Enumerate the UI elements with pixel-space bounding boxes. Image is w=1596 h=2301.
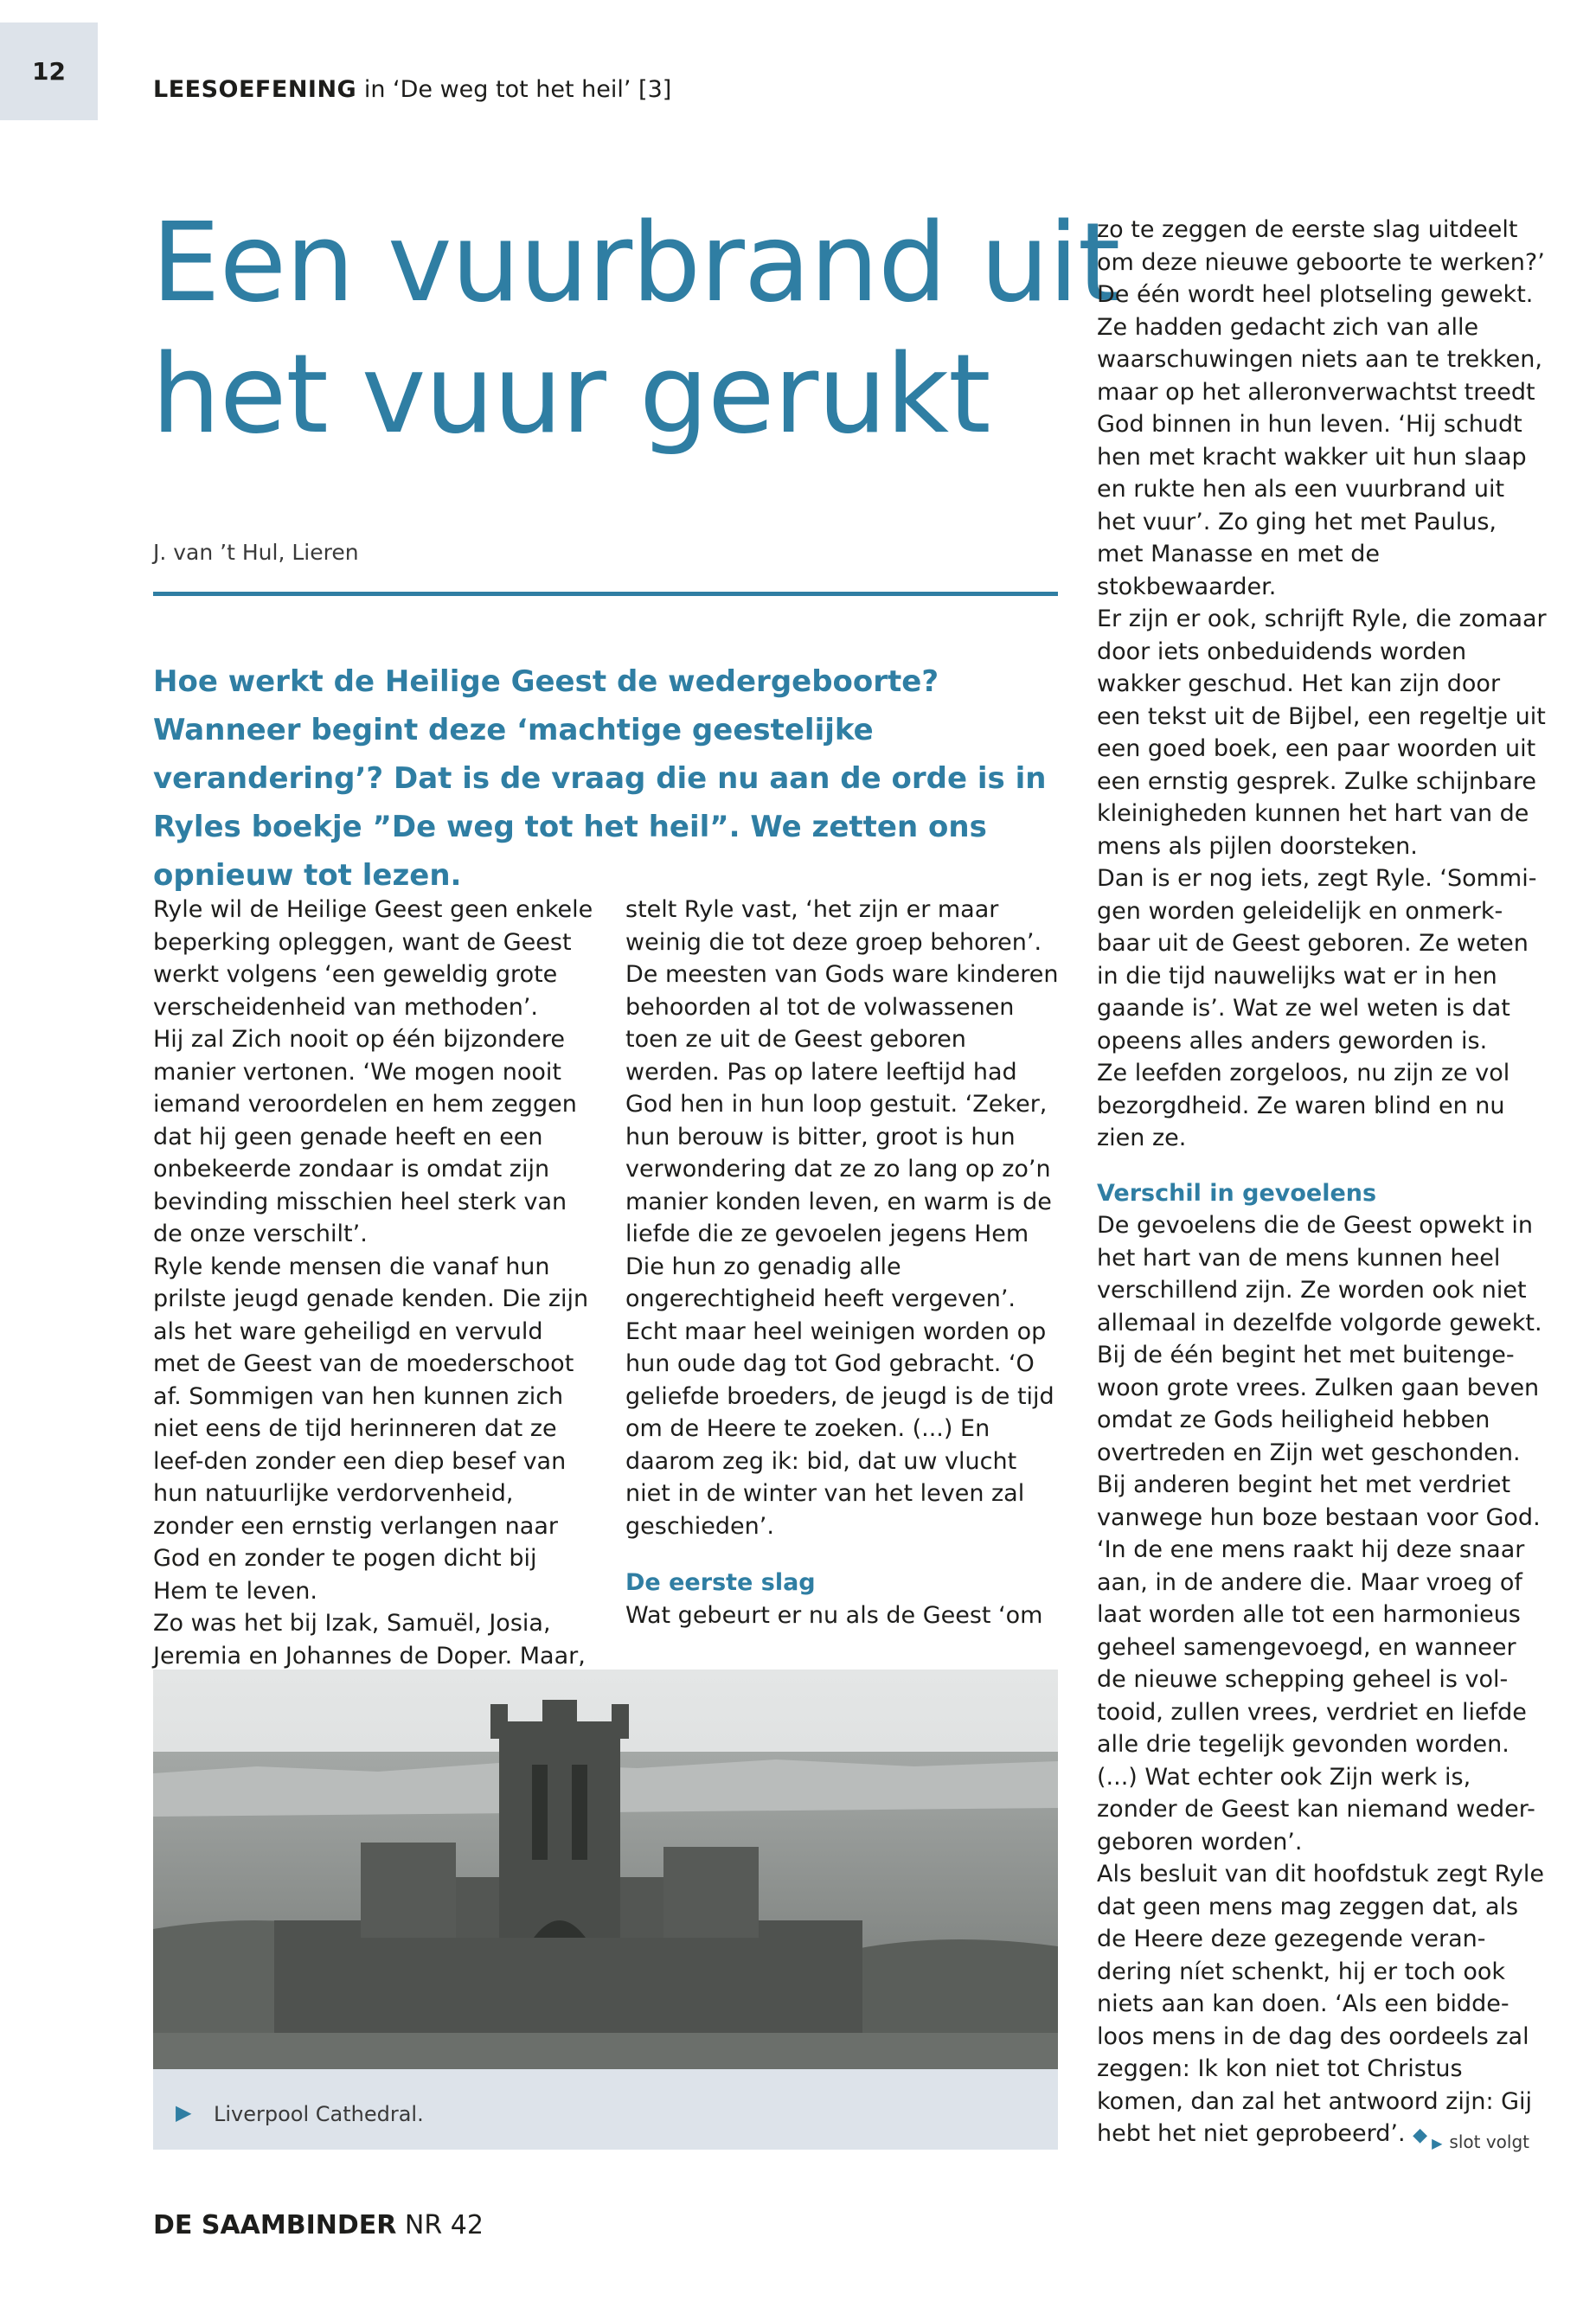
paragraph: Er zijn er ook, schrijft Ryle, die zomaar door iets onbeduidends worden wakker geschud. Het kan zijn door een tekst uit de Bijbel, een regeltje uit een goed boek, een paar woorden uit een ernstig gesprek. Zulke schijnbare kleinigheden kunnen het hart van de mens als pijlen doorsteken. xyxy=(1097,606,1547,860)
body-column-3 xyxy=(1097,214,1547,2152)
paragraph-text: Als besluit van dit hoofdstuk zegt Ryle dat geen mens mag zeggen dat, als de Heere deze gezegende veran-dering níet schenkt, hij er toch ook niets aan kan doen. ‘Als een bidde-loos mens in de dag des oordeels zal zeggen: Ik kon niet tot Christus komen, dan zal het antwoord zijn: Gij hebt het niet geprobeerd’. xyxy=(1097,1861,1544,2147)
cathedral-photo xyxy=(153,1670,1058,2069)
caption-triangle-right-icon: ▶ xyxy=(176,2100,192,2125)
issue-number: NR 42 xyxy=(396,2210,484,2240)
title-line-2: het vuur gerukt xyxy=(151,330,990,458)
paragraph: stelt Ryle vast, ‘het zijn er maar weinig die tot deze groep behoren’. xyxy=(625,896,1042,956)
title-divider xyxy=(153,592,1058,596)
title-line-1: Een vuurbrand uit xyxy=(151,199,1120,326)
end-diamond-icon: ◆ xyxy=(1413,2125,1428,2146)
page-number: 12 xyxy=(0,22,98,120)
magazine-name: DE SAAMBINDER xyxy=(153,2210,397,2240)
paragraph xyxy=(1097,1858,1547,2152)
section-subtitle: in ‘De weg tot het heil’ [3] xyxy=(356,76,672,103)
paragraph: Echt maar heel weinigen worden op hun oude dag tot God gebracht. ‘O geliefde broeders, de jeugd is de tijd om de Heere te zoeken. (...) En daarom zeg ik: bid, dat uw vlucht niet in de winter van het leven zal geschieden’. xyxy=(625,1317,1054,1540)
paragraph: Bij anderen begint het met verdriet vanwege hun boze bestaan voor God. ‘In de ene mens raakt hij deze snaar aan, in de andere die. Maar vroeg of laat worden alle tot een harmonieus geheel samengevoegd, en wanneer de nieuwe schepping geheel is vol-tooid, zullen vrees, verdriet en liefde alle drie tegelijk gevonden worden. (...) Wat echter ook Zijn werk is, zonder de Geest kan niemand weder-geboren worden’. xyxy=(1097,1471,1541,1856)
paragraph: Wat gebeurt er nu als de Geest ‘om xyxy=(625,1601,1043,1629)
running-head xyxy=(153,76,671,103)
paragraph: Ryle kende mensen die vanaf hun prilste jeugd genade kenden. Die zijn als het ware geheiligd en vervuld met de Geest van de moederschoot af. Sommigen van hen kunnen zich niet eens de tijd herinneren dat ze leef-den zonder een diep besef van hun natuurlijke verdorvenheid, zonder een ernstig verlangen naar God en zonder te pogen dicht bij Hem te leven. xyxy=(153,1253,589,1605)
paragraph: Ryle wil de Heilige Geest geen enkele beperking opleggen, want de Geest werkt volgens ‘een geweldig grote verscheidenheid van methoden’. xyxy=(153,896,593,1021)
page-footer xyxy=(153,2210,484,2240)
photo-caption: Liverpool Cathedral. xyxy=(214,2102,424,2126)
paragraph: Dan is er nog iets, zegt Ryle. ‘Sommi-gen worden geleidelijk en onmerk-baar uit de Geest geboren. Ze weten in die tijd nauwelijks wat er in hen gaande is’. Wat ze wel weten is dat opeens alles anders geworden is. xyxy=(1097,865,1537,1054)
paragraph: De gevoelens die de Geest opwekt in het hart van de mens kunnen heel verschillend zijn. Ze worden ook niet allemaal in dezelfde volgorde gewekt. Bij de één begint het met buitenge-woon grote vrees. Zulken gaan beven omdat ze Gods heiligheid hebben overtreden en Zijn wet geschonden. xyxy=(1097,1212,1542,1466)
paragraph: Zo was het bij Izak, Samuël, Josia, Jeremia en Johannes de Doper. Maar, xyxy=(153,1610,586,1670)
author-byline: J. van ’t Hul, Lieren xyxy=(153,540,359,565)
body-column-2 xyxy=(625,894,1067,1631)
continued-note xyxy=(1432,2131,1529,2152)
paragraph: Ze leefden zorgeloos, nu zijn ze vol bezorgdheid. Ze waren blind en nu zien ze. xyxy=(1097,1060,1510,1151)
intro-lead: Hoe werkt de Heilige Geest de wedergeboorte? Wanneer begint deze ‘machtige geestelijke verandering’? Dat is de vraag die nu aan de orde is in Ryles boekje ”De weg tot het heil”. We zetten ons opnieuw tot lezen. xyxy=(153,664,1047,893)
continued-label: slot volgt xyxy=(1449,2131,1529,2152)
paragraph: De meesten van Gods ware kinderen behoorden al tot de volwassenen toen ze uit de Geest geboren werden. Pas op latere leeftijd had God hen in hun loop gestuit. ‘Zeker, hun berouw is bitter, groot is hun verwondering dat ze zo lang op zo’n manier konden leven, en warm is de liefde die ze gevoelen jegens Hem Die hun zo genadig alle ongerechtigheid heeft vergeven’. xyxy=(625,961,1059,1312)
article-title xyxy=(151,197,1120,460)
subheading-verschil-in-gevoelens: Verschil in gevoelens xyxy=(1097,1179,1377,1207)
triangle-right-icon: ▶ xyxy=(1432,2135,1443,2151)
paragraph: zo te zeggen de eerste slag uitdeelt om deze nieuwe geboorte te werken?’ De één wordt heel plotseling gewekt. Ze hadden gedacht zich van alle waarschuwingen niets aan te trekken, maar op het alleronverwachtst treedt God binnen in hun leven. ‘Hij schudt hen met kracht wakker uit hun slaap en rukte hen als een vuurbrand uit het vuur’. Zo ging het met Paulus, met Manasse en met de stokbewaarder. xyxy=(1097,216,1545,600)
section-kicker: LEESOEFENING xyxy=(153,76,357,103)
paragraph: Hij zal Zich nooit op één bijzondere manier vertonen. ‘We mogen nooit iemand veroordelen en hem zeggen dat hij geen genade heeft en een onbekeerde zondaar is omdat zijn bevinding misschien heel sterk van de onze verschilt’. xyxy=(153,1026,577,1247)
subheading-eerste-slag: De eerste slag xyxy=(625,1569,816,1596)
body-column-1 xyxy=(153,894,594,1672)
photo-figure xyxy=(153,1670,1058,2150)
